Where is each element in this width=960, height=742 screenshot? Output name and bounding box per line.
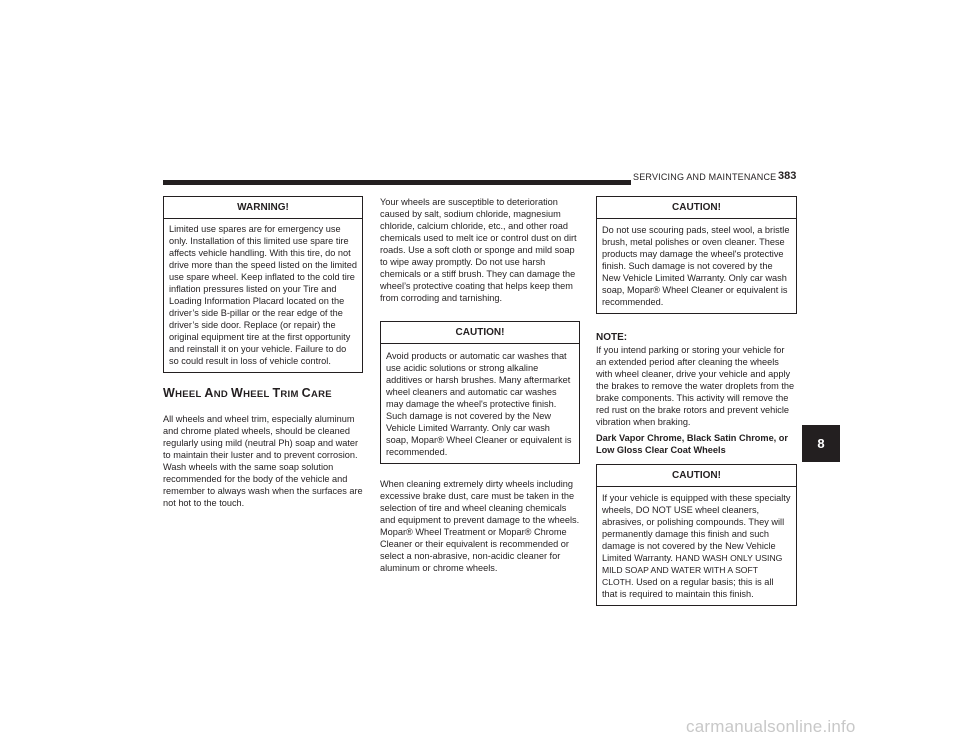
page-number: 383 <box>778 170 797 182</box>
note-label: NOTE: <box>596 332 628 343</box>
caution-box-specialty <box>596 464 797 606</box>
column-3 <box>596 196 797 606</box>
running-header-title: SERVICING AND MAINTENANCE <box>633 172 777 182</box>
warning-box <box>163 196 363 373</box>
note-body: If you intend parking or storing your vehicle for an extended period after cleaning the wheels with wheel cleaner, drive your vehicle and apply the brakes to remove the water droplets from the brake components. This activity will remove the red rust on the brake rotors and prevent vehicle vibration when braking. <box>596 345 795 427</box>
caution-heading: CAUTION! <box>381 322 579 344</box>
chapter-tab: 8 <box>802 425 840 462</box>
section-heading-wheel-care: WHEEL AND WHEEL TRIM CARE <box>163 386 332 400</box>
specialty-wheels-subheading: Dark Vapor Chrome, Black Satin Chrome, or Low Gloss Clear Coat Wheels <box>596 433 788 455</box>
caution-heading: CAUTION! <box>597 197 796 219</box>
caution-body-part-3: Used on a regular basis; this is all that is required to maintain this finish. <box>602 577 774 599</box>
watermark: carmanualsonline.info <box>686 717 856 736</box>
dirty-wheels-paragraph: When cleaning extremely dirty wheels including excessive brake dust, care must be taken in the selection of tire and wheel cleaning chemicals and equipment to prevent damage to the wheels. Mopar® Wheel Treatment or Mopar® Chrome Cleaner or their equivalent is recommended or select a non-abrasive, non-acidic cleaner for aluminum or chrome wheels. <box>380 479 580 573</box>
column-1 <box>163 196 363 509</box>
caution-box-scouring <box>596 196 797 314</box>
caution-body-part-2: HAND WASH ONLY USING MILD SOAP AND WATER WITH A SOFT CLOTH. <box>602 553 783 587</box>
warning-heading: WARNING! <box>164 197 362 219</box>
caution-box-car-wash <box>380 321 580 464</box>
deterioration-paragraph: Your wheels are susceptible to deterioration caused by salt, sodium chloride, magnesium chloride, calcium chloride, etc., and other road chemicals used to melt ice or control dust on dirt roads. Use a soft cloth or sponge and mild soap to wipe away promptly. Do not use harsh chemicals or a stiff brush. They can damage the wheel’s protective coating that helps keep them from corroding and tarnishing. <box>380 197 577 303</box>
caution-body <box>597 487 796 605</box>
header-rule <box>163 180 631 185</box>
wheel-care-paragraph: All wheels and wheel trim, especially aluminum and chrome plated wheels, should be cleaned regularly using mild (neutral Ph) soap and water to maintain their luster and to prevent corrosion. Wash wheels with the same soap solution recommended for the body of the vehicle and remember to always wash when the surfaces are not hot to the touch. <box>163 414 363 508</box>
caution-body: Avoid products or automatic car washes that use acidic solutions or strong alkaline additives or harsh brushes. Many aftermarket wheel cleaners and automatic car washes may damage the wheel's protective finish. Such damage is not covered by the New Vehicle Limited Warranty. Only car wash soap, Mopar® Wheel Cleaner or equivalent is recommended. <box>386 351 572 457</box>
column-2 <box>380 196 580 574</box>
caution-body-part-1: If your vehicle is equipped with these specialty wheels, DO NOT USE wheel cleaners, abrasives, or polishing compounds. They will permanently damage this finish and such damage is not covered by the New Vehicle Limited Warranty. <box>602 493 791 563</box>
warning-body: Limited use spares are for emergency use only. Installation of this limited use spare tire affects vehicle handling. With this tire, do not drive more than the speed listed on the limited use spare wheel. Keep inflated to the cold tire inflation pressures listed on your Tire and Loading Information Placard located on the driver’s side B-pillar or the rear edge of the driver’s side door. Replace (or repair) the original equipment tire at the first opportunity and reinstall it on your vehicle. Failure to do so could result in loss of vehicle control. <box>169 224 357 366</box>
caution-body: Do not use scouring pads, steel wool, a bristle brush, metal polishes or oven cleaner. These products may damage the wheel's protective finish. Such damage is not covered by the New Vehicle Limited Warranty. Only car wash soap, Mopar® Wheel Cleaner or equivalent is recommended. <box>602 225 790 307</box>
caution-heading: CAUTION! <box>597 465 796 487</box>
